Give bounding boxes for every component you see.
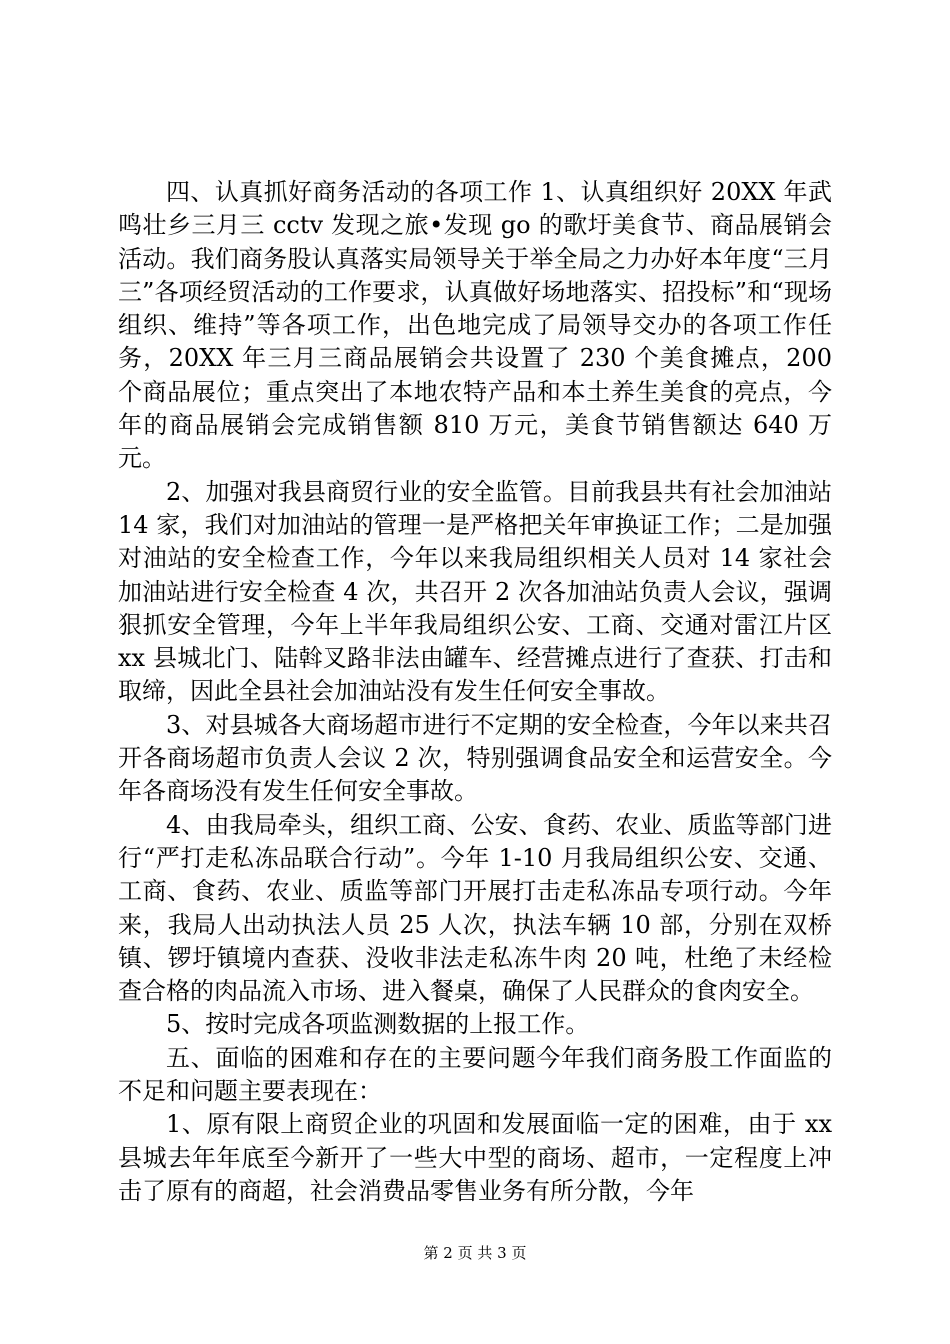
paragraph-difficulty-one: 1、原有限上商贸企业的巩固和发展面临一定的困难，由于 xx 县城去年年底至今新开了一些大中型的商场、超市，一定程度上冲击了原有的商超，社会消费品零售业务有所分散，今年 xyxy=(118,1110,832,1205)
paragraph-mall-inspection: 3、对县城各大商场超市进行不定期的安全检查，今年以来共召开各商场超市负责人会议 2 次，特别强调食品安全和运营安全。今年各商场没有发生任何安全事故。 xyxy=(118,710,832,806)
page-number-footer: 第 2 页 共 3 页 xyxy=(423,1244,527,1262)
paragraph-smuggling-crackdown: 4、由我局牵头，组织工商、公安、食药、农业、质监等部门进行“严打走私冻品联合行动”。今年 1-10 月我局组织公安、交通、工商、食药、农业、质监等部门开展打击走私冻品专项行动。今年来，我局人出动执法人员 25 人次，执法车辆 10 部，分别在双桥镇、锣圩镇境内查获、没收非法走私冻牛肉 20 吨，杜绝了未经检查合格的肉品流入市场、进入餐桌，确保了人民群众的食肉安全。 xyxy=(118,810,832,1006)
paragraph-business-activities: 四、认真抓好商务活动的各项工作 1、认真组织好 20XX 年武鸣壮乡三月三 cctv 发现之旅•发现 go 的歌圩美食节、商品展销会活动。我们商务股认真落实局领导关于举全局之力办好本年度“三月三”各项经贸活动的工作要求，认真做好场地落实、招投标”和“现场组织、维持”等各项工作，出色地完成了局领导交办的各项工作任务，20XX 年三月三商品展销会共设置了 230 个美食摊点，200 个商品展位；重点突出了本地农特产品和本土养生美食的亮点，今年的商品展销会完成销售额 810 万元，美食节销售额达 640 万元。 xyxy=(118,178,832,473)
paragraph-safety-supervision: 2、加强对我县商贸行业的安全监管。目前我县共有社会加油站 14 家，我们对加油站的管理一是严格把关年审换证工作；二是加强对油站的安全检查工作，今年以来我局组织相关人员对 14 家社会加油站进行安全检查 4 次，共召开 2 次各加油站负责人会议，强调狠抓安全管理，今年上半年我局组织公安、工商、交通对雷江片区 xx 县城北门、陆斡叉路非法由罐车、经营摊点进行了查获、打击和取缔，因此全县社会加油站没有发生任何安全事故。 xyxy=(118,477,832,706)
paragraph-difficulties-heading: 五、面临的困难和存在的主要问题今年我们商务股工作面监的不足和问题主要表现在： xyxy=(118,1043,832,1106)
paragraph-data-reporting: 5、按时完成各项监测数据的上报工作。 xyxy=(166,1010,590,1039)
document-body xyxy=(118,176,832,1208)
